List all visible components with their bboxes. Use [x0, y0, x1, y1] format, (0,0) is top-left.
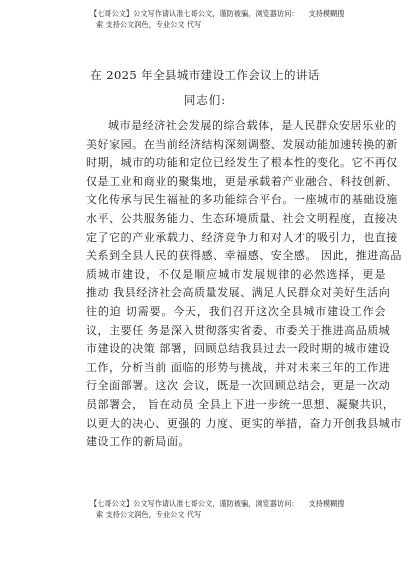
footer-notice-tail: 支持模糊搜	[308, 499, 345, 508]
body-line: 定了它的产业承载力、经济竞争力和对人才的吸引力，也直接	[86, 230, 398, 244]
header-notice-text: 【七哥公文】公文写作请认准七哥公文，谨防被骗，浏览器访问：	[90, 9, 299, 18]
body-line: 员部署会， 旨在动员 全县上下进一步统一思想、凝聚共识，	[86, 397, 395, 411]
body-line: 建设工作的新局面。	[86, 435, 190, 449]
header-notice-line-1	[90, 8, 390, 19]
footer-notice-text: 【七哥公文】公文写作请认准七哥公文，谨防被骗，浏览器访问：	[90, 499, 299, 508]
header-notice-tail: 支持模糊搜	[308, 9, 345, 18]
document-title: 在 2025 年全县城市建设工作会议上的讲话	[90, 68, 320, 82]
body-line: 议，主要任 务是深入贯彻落实省委、市委关于推进高品质城	[86, 323, 391, 337]
body-line: 时期，城市的功能和定位已经发生了根本性的变化。它不再仅	[86, 156, 398, 170]
body-line: 关系到全县人民的获得感、幸福感、安全感。 因此，推进高品	[86, 249, 402, 263]
body-line: 以更大的决心、更强的 力度、更实的举措，奋力开创我县城市	[86, 416, 402, 430]
body-line: 工作，分析当前 面临的形势与挑战，并对未来三年的工作进	[86, 360, 391, 374]
header-notice-line-2: 索 支持公文润色，专业公文 代写	[96, 20, 202, 29]
body-line: 行全面部署。这次 会议，既是一次回顾总结会，更是一次动	[86, 379, 391, 393]
salutation: 同志们:	[183, 93, 227, 107]
document-body	[86, 117, 402, 452]
header-notice	[90, 8, 390, 30]
body-line: 水平、公共服务能力、生态环境质量、社会文明程度，直接决	[86, 211, 398, 225]
body-line: 仅是工业和商业的聚集地，更是承载着产业融合、科技创新、	[86, 174, 398, 188]
footer-notice	[90, 498, 390, 520]
footer-notice-line-1	[90, 498, 390, 509]
body-line: 质城市建设，不仅是顺应城市发展规律的必然选择，更是	[86, 267, 386, 281]
body-line: 往的迫 切需要。今天，我们召开这次全县城市建设工作会	[86, 304, 386, 318]
body-line: 市建设的决策 部署，回顾总结我县过去一段时期的城市建设	[86, 342, 391, 356]
body-line: 推动 我县经济社会高质量发展、满足人民群众对美好生活向	[86, 286, 391, 300]
footer-notice-line-2: 索 支持公文润色，专业公文 代写	[96, 510, 202, 519]
body-line: 文化传承与民生福祉的多功能综合平台。一座城市的基础设施	[86, 193, 398, 207]
body-line: 城市是经济社会发展的综合载体，是人民群众安居乐业的	[108, 119, 397, 132]
body-line: 美好家园。在当前经济结构深刻调整、发展动能加速转换的新	[86, 137, 398, 151]
